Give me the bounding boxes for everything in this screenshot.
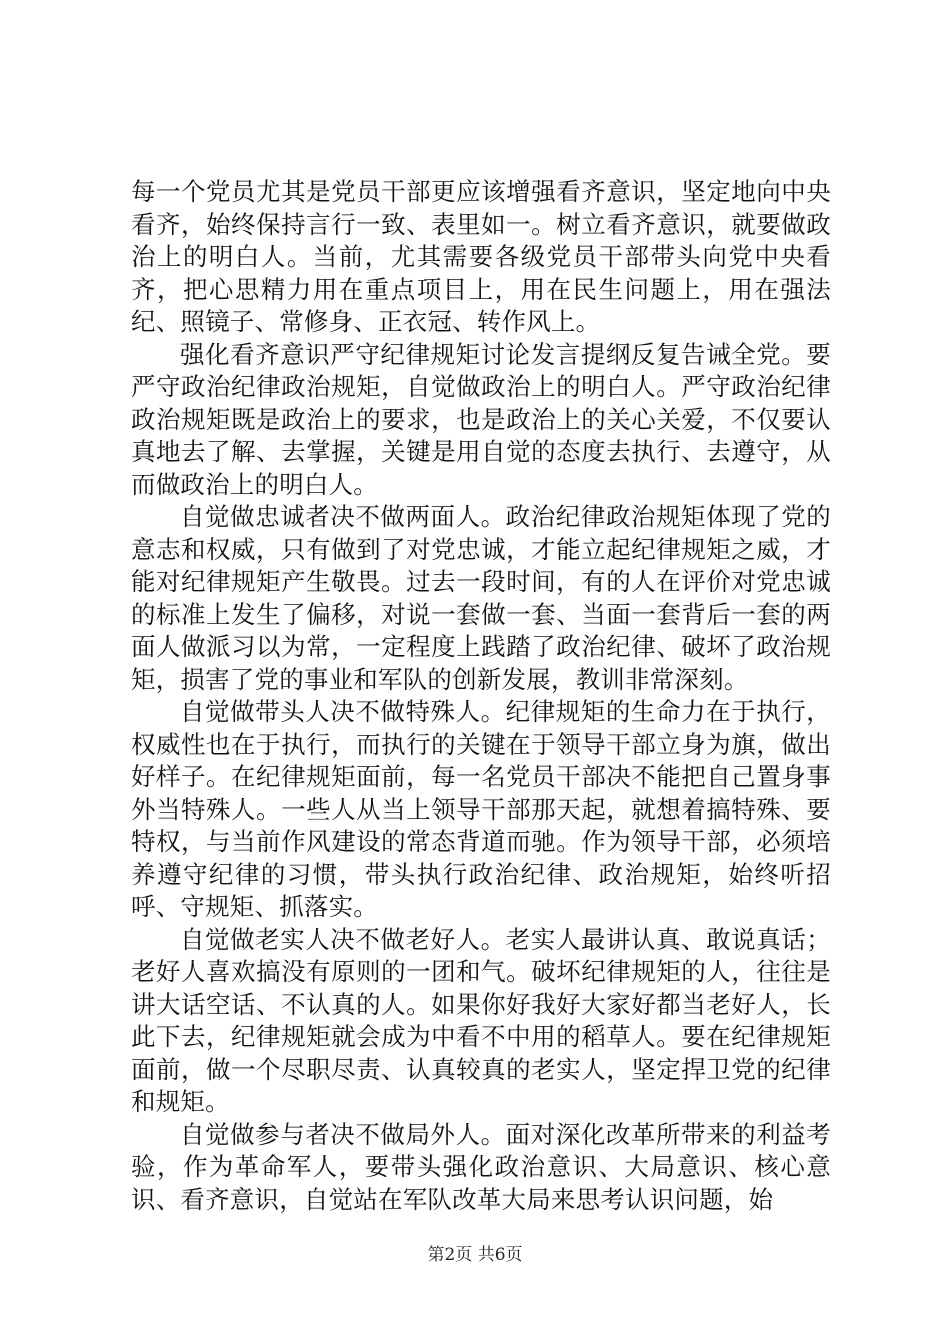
paragraph: 强化看齐意识严守纪律规矩讨论发言提纲反复告诫全党。要严守政治纪律政治规矩，自觉做政治上的明白人。严守政治纪律政治规矩既是政治上的要求，也是政治上的关心关爱，不仅要认真地去了解、去掌握，关键是用自觉的态度去执行、去遵守，从而做政治上的明白人。 bbox=[131, 339, 831, 499]
paragraph: 自觉做参与者决不做局外人。面对深化改革所带来的利益考验，作为革命军人，要带头强化政治意识、大局意识、核心意识、看齐意识，自觉站在军队改革大局来思考认识问题，始 bbox=[131, 1119, 831, 1214]
body-text bbox=[131, 176, 831, 1216]
paragraph: 自觉做带头人决不做特殊人。纪律规矩的生命力在于执行，权威性也在于执行，而执行的关键在于领导干部立身为旗，做出好样子。在纪律规矩面前，每一名党员干部决不能把自己置身事外当特殊人。一些人从当上领导干部那天起，就想着搞特殊、要特权，与当前作风建设的常态背道而驰。作为领导干部，必须培养遵守纪律的习惯，带头执行政治纪律、政治规矩，始终听招呼、守规矩、抓落实。 bbox=[131, 697, 831, 921]
paragraph: 每一个党员尤其是党员干部更应该增强看齐意识，坚定地向中央看齐，始终保持言行一致、表里如一。树立看齐意识，就要做政治上的明白人。当前，尤其需要各级党员干部带头向党中央看齐，把心思精力用在重点项目上，用在民生问题上，用在强法纪、照镜子、常修身、正衣冠、转作风上。 bbox=[131, 177, 831, 336]
paragraph: 自觉做老实人决不做老好人。老实人最讲认真、敢说真话；老好人喜欢搞没有原则的一团和气。破坏纪律规矩的人，往往是讲大话空话、不认真的人。如果你好我好大家好都当老好人，长此下去，纪律规矩就会成为中看不中用的稻草人。要在纪律规矩面前，做一个尽职尽责、认真较真的老实人，坚定捍卫党的纪律和规矩。 bbox=[131, 924, 831, 1116]
page-footer: 第2页 共6页 bbox=[427, 1245, 523, 1265]
paragraph: 自觉做忠诚者决不做两面人。政治纪律政治规矩体现了党的意志和权威，只有做到了对党忠诚，才能立起纪律规矩之威，才能对纪律规矩产生敬畏。过去一段时间，有的人在评价对党忠诚的标准上发生了偏移，对说一套做一套、当面一套背后一套的两面人做派习以为常，一定程度上践踏了政治纪律、破坏了政治规矩，损害了党的事业和军队的创新发展，教训非常深刻。 bbox=[131, 502, 831, 694]
